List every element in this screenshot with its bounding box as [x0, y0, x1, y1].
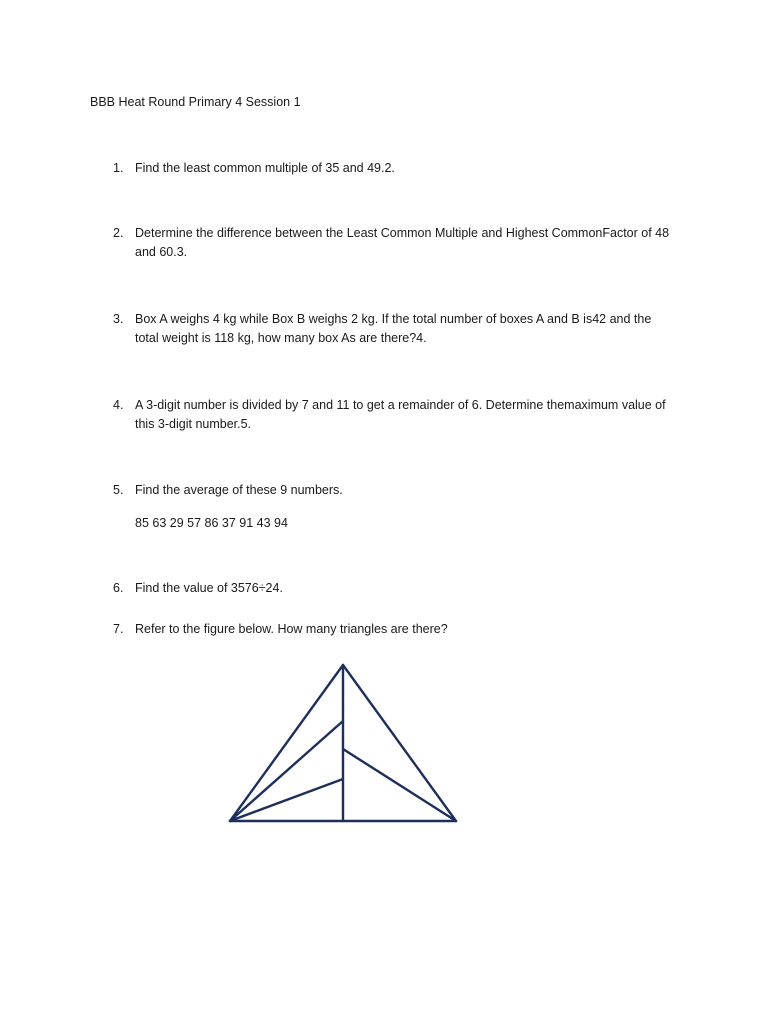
question-7: [113, 620, 673, 639]
question-number: 4.: [113, 398, 124, 412]
question-number: 3.: [113, 312, 124, 326]
question-text: Box A weighs 4 kg while Box B weighs 2 kg. If the total number of boxes A and B is42 and the total weight is 118 kg, how many box As are there?4.: [135, 312, 652, 345]
question-6: [113, 579, 673, 598]
question-text: Refer to the figure below. How many triangles are there?: [135, 622, 448, 636]
question-number: 7.: [113, 622, 124, 636]
inner-line-left-lower: [230, 779, 343, 821]
question-5: [113, 481, 673, 533]
question-number: 1.: [113, 161, 124, 175]
triangle-figure-icon: [225, 660, 461, 826]
question-number: 6.: [113, 581, 124, 595]
question-text: Find the least common multiple of 35 and 49.2.: [135, 161, 395, 175]
question-text: Find the average of these 9 numbers.: [135, 483, 343, 497]
triangle-right-side: [343, 665, 456, 821]
inner-line-left-upper: [230, 721, 343, 821]
question-4: [113, 396, 673, 434]
question-2: [113, 224, 673, 262]
document-title: BBB Heat Round Primary 4 Session 1: [90, 95, 301, 109]
number-list: 85 63 29 57 86 37 91 43 94: [135, 516, 288, 530]
question-number: 5.: [113, 483, 124, 497]
question-number: 2.: [113, 226, 124, 240]
question-text: Find the value of 3576÷24.: [135, 581, 283, 595]
question-3: [113, 310, 673, 348]
question-text: Determine the difference between the Least Common Multiple and Highest CommonFactor of 48 and 60.3.: [135, 226, 670, 259]
inner-line-right: [343, 749, 456, 821]
question-1: [113, 159, 673, 178]
triangle-left-side: [230, 665, 343, 821]
question-text: A 3-digit number is divided by 7 and 11 to get a remainder of 6. Determine themaximum value of this 3-digit number.5.: [135, 398, 666, 431]
